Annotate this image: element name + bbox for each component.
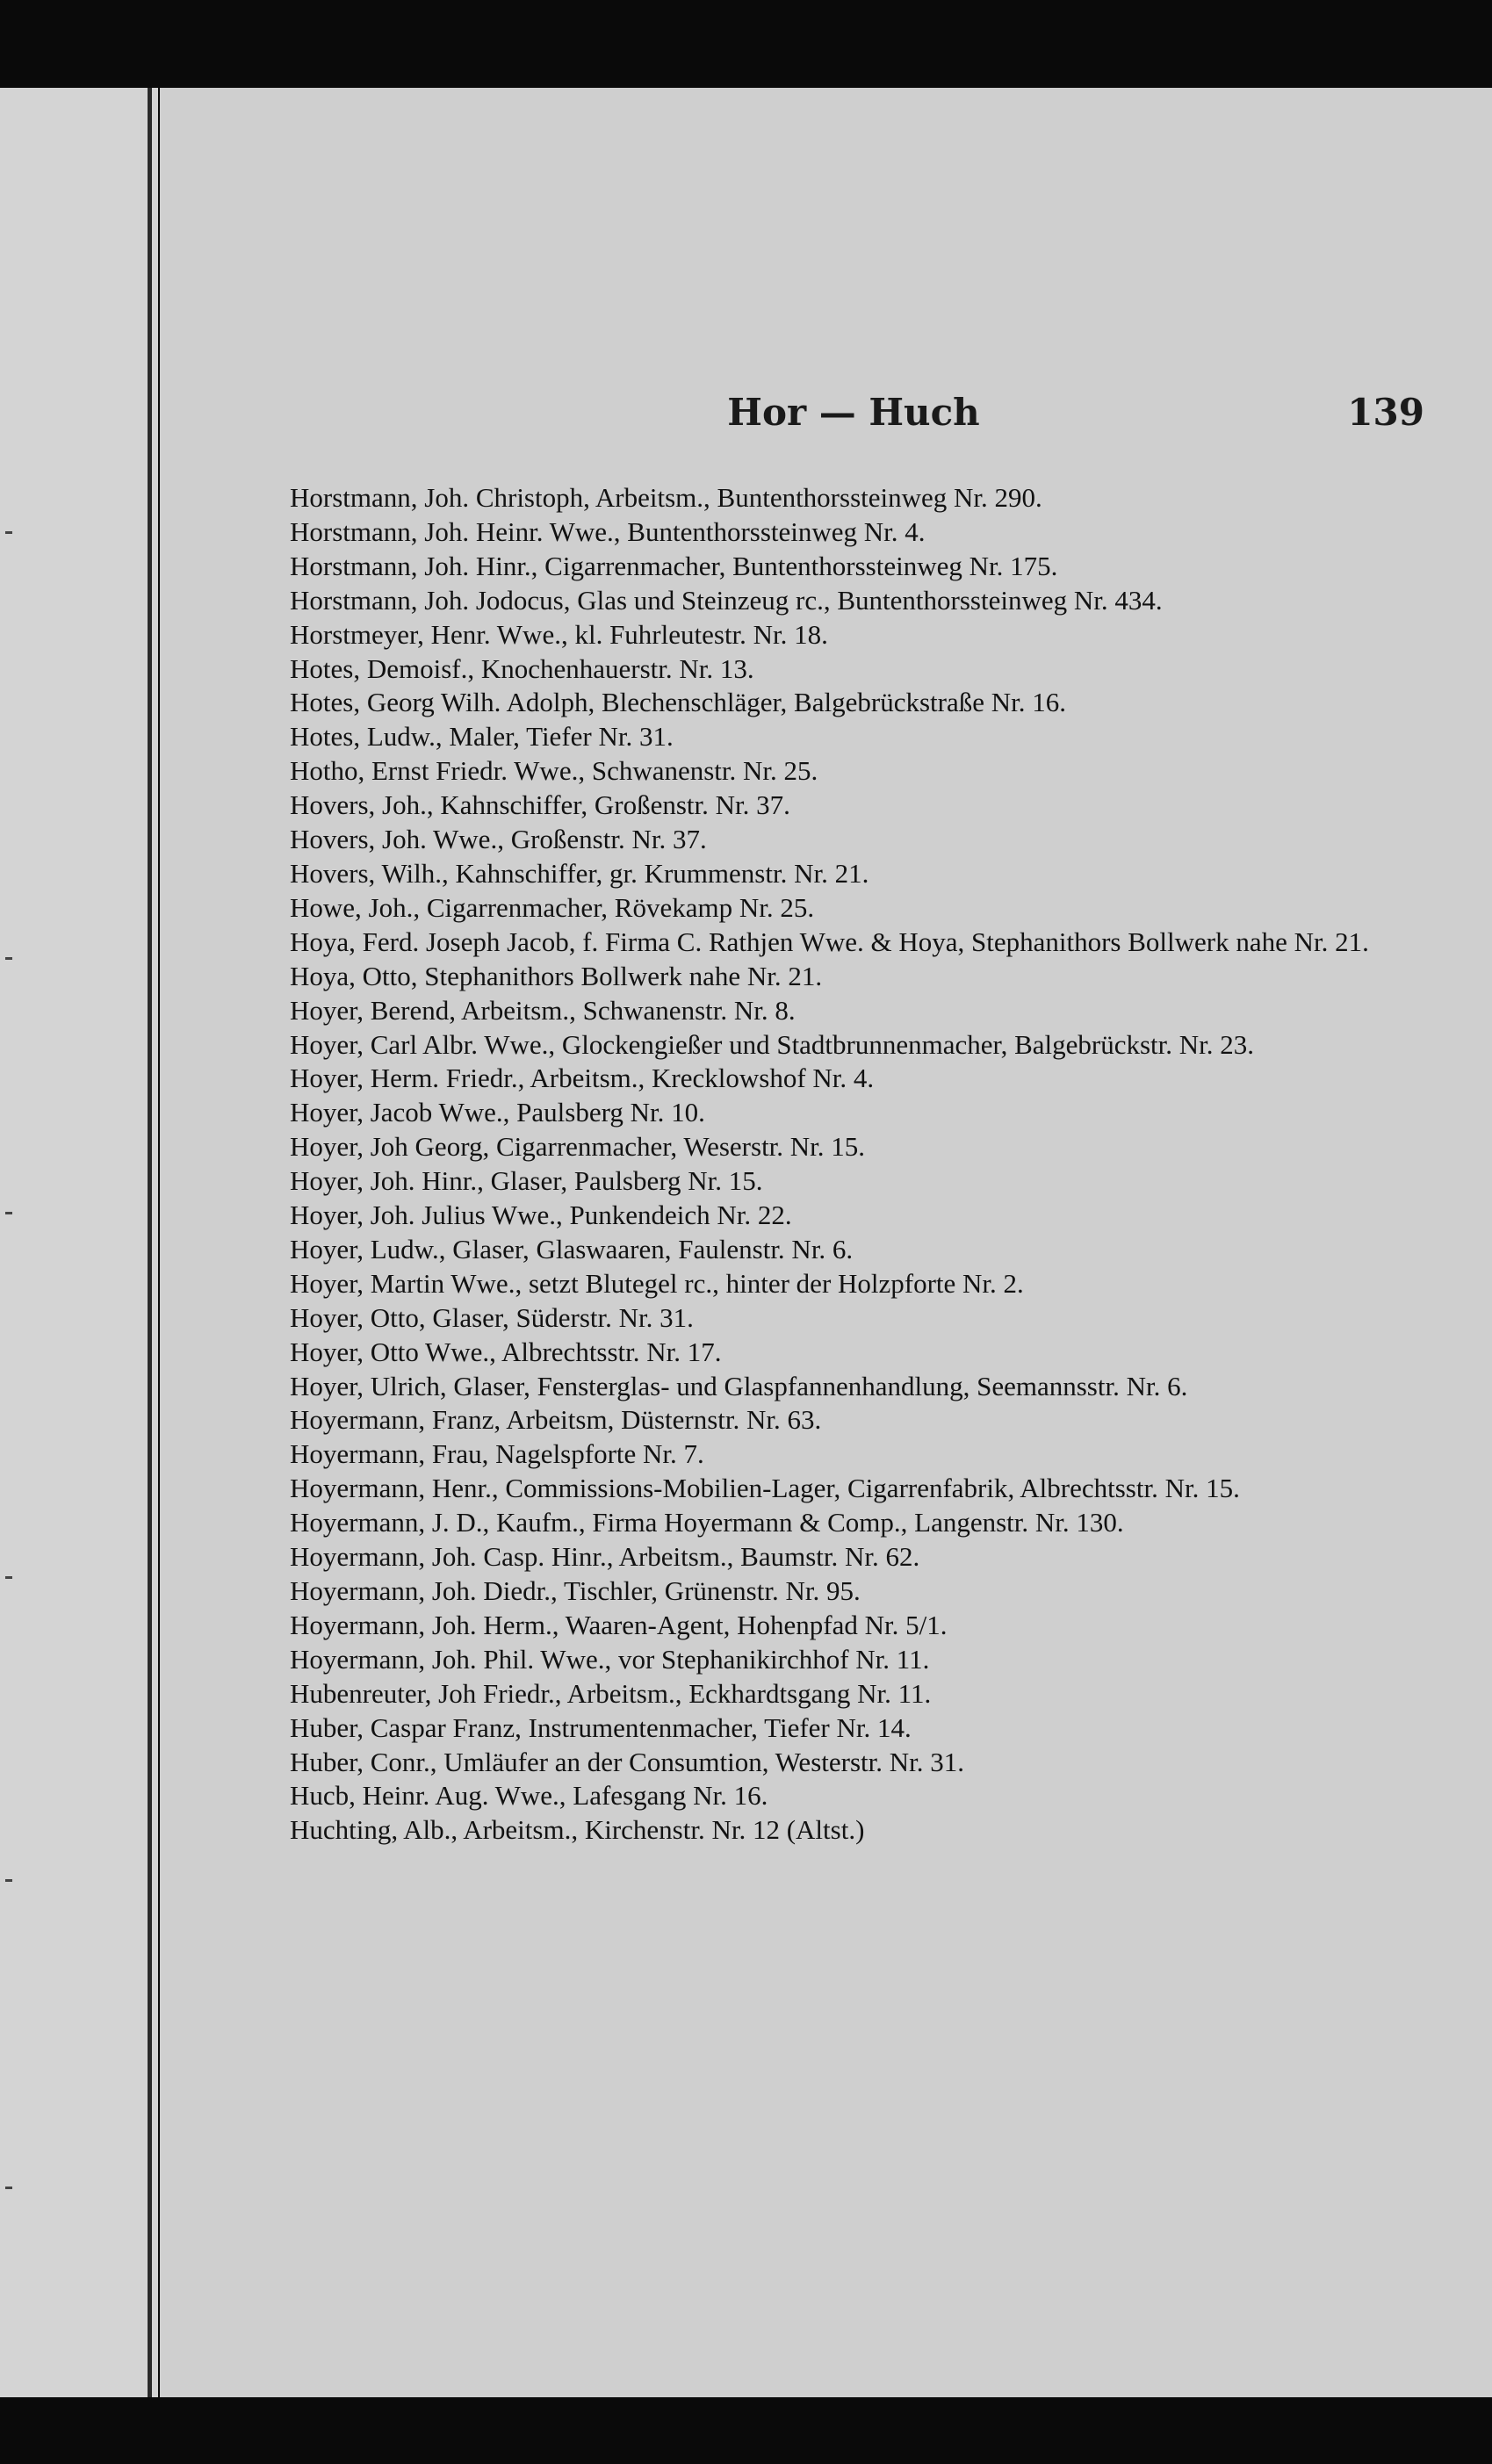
directory-entry: Hoyermann, Joh. Herm., Waaren-Agent, Hohenpfad Nr. 5/1. bbox=[290, 1609, 948, 1640]
left-page-edge bbox=[0, 88, 158, 2397]
directory-entry: Hotho, Ernst Friedr. Wwe., Schwanenstr. Nr. 25. bbox=[290, 755, 818, 787]
directory-entry: Hoyermann, J. D., Kaufm., Firma Hoyermann & Comp., Langenstr. Nr. 130. bbox=[290, 1507, 1124, 1538]
margin-mark bbox=[5, 1212, 12, 1214]
directory-entry: Horstmann, Joh. Christoph, Arbeitsm., Buntenthorssteinweg Nr. 290. bbox=[290, 482, 1042, 513]
margin-mark bbox=[5, 2187, 12, 2189]
page-number: 139 bbox=[1347, 391, 1424, 434]
directory-entry: Hovers, Joh. Wwe., Großenstr. Nr. 37. bbox=[290, 824, 707, 855]
directory-entry: Hoya, Otto, Stephanithors Bollwerk nahe Nr. 21. bbox=[290, 960, 823, 991]
directory-entry: Hoyer, Martin Wwe., setzt Blutegel rc., hinter der Holzpforte Nr. 2. bbox=[290, 1267, 1024, 1299]
entry-list bbox=[290, 481, 1424, 1848]
directory-entry: Horstmeyer, Henr. Wwe., kl. Fuhrleutestr. Nr. 18. bbox=[290, 618, 828, 650]
page-header bbox=[160, 391, 1492, 443]
directory-entry: Hotes, Georg Wilh. Adolph, Blechenschläger, Balgebrückstraße Nr. 16. bbox=[290, 687, 1066, 718]
directory-entry: Horstmann, Joh. Hinr., Cigarrenmacher, Buntenthorssteinweg Nr. 175. bbox=[290, 550, 1058, 581]
directory-entry: Hoyer, Joh. Hinr., Glaser, Paulsberg Nr. 15. bbox=[290, 1165, 763, 1197]
margin-mark bbox=[5, 1879, 12, 1882]
directory-entry: Hovers, Wilh., Kahnschiffer, gr. Krummenstr. Nr. 21. bbox=[290, 857, 869, 889]
directory-entry: Hotes, Ludw., Maler, Tiefer Nr. 31. bbox=[290, 721, 674, 753]
directory-entry: Hoyer, Ludw., Glaser, Glaswaaren, Faulenstr. Nr. 6. bbox=[290, 1233, 854, 1264]
page-fold-line bbox=[148, 88, 152, 2397]
directory-entry: Hoyermann, Frau, Nagelspforte Nr. 7. bbox=[290, 1438, 704, 1470]
directory-entry: Huber, Conr., Umläufer an der Consumtion, Westerstr. Nr. 31. bbox=[290, 1746, 964, 1777]
directory-entry: Hotes, Demoisf., Knochenhauerstr. Nr. 13. bbox=[290, 652, 754, 684]
directory-entry: Hoyermann, Franz, Arbeitsm, Düsternstr. Nr. 63. bbox=[290, 1404, 822, 1436]
margin-mark bbox=[5, 1576, 12, 1579]
directory-entry: Horstmann, Joh. Heinr. Wwe., Buntenthorssteinweg Nr. 4. bbox=[290, 515, 926, 547]
directory-entry: Hoyer, Carl Albr. Wwe., Glockengießer und Stadtbrunnenmacher, Balgebrückstr. Nr. 23. bbox=[290, 1028, 1255, 1060]
directory-entry: Hoyer, Otto Wwe., Albrechtsstr. Nr. 17. bbox=[290, 1336, 722, 1367]
directory-entry: Hoya, Ferd. Joseph Jacob, f. Firma C. Rathjen Wwe. & Hoya, Stephanithors Bollwerk nahe Nr. 21. bbox=[290, 926, 1369, 957]
directory-entry: Hoyer, Ulrich, Glaser, Fensterglas- und Glaspfannenhandlung, Seemannsstr. Nr. 6. bbox=[290, 1370, 1188, 1401]
running-head: Hor — Huch bbox=[727, 391, 980, 434]
directory-entry: Hoyermann, Joh. Casp. Hinr., Arbeitsm., Baumstr. Nr. 62. bbox=[290, 1541, 920, 1573]
directory-entry: Howe, Joh., Cigarrenmacher, Rövekamp Nr. 25. bbox=[290, 891, 815, 923]
directory-entry: Hoyer, Jacob Wwe., Paulsberg Nr. 10. bbox=[290, 1097, 705, 1128]
margin-mark bbox=[5, 531, 12, 534]
directory-entry: Horstmann, Joh. Jodocus, Glas und Steinzeug rc., Buntenthorssteinweg Nr. 434. bbox=[290, 584, 1163, 616]
directory-entry: Hoyer, Joh Georg, Cigarrenmacher, Weserstr. Nr. 15. bbox=[290, 1131, 866, 1163]
directory-page bbox=[160, 88, 1492, 2397]
directory-entry: Hoyer, Otto, Glaser, Süderstr. Nr. 31. bbox=[290, 1301, 694, 1333]
directory-entry: Huber, Caspar Franz, Instrumentenmacher, Tiefer Nr. 14. bbox=[290, 1711, 912, 1743]
directory-entry: Hoyer, Joh. Julius Wwe., Punkendeich Nr. 22. bbox=[290, 1200, 792, 1231]
directory-entry: Hoyermann, Joh. Phil. Wwe., vor Stephanikirchhof Nr. 11. bbox=[290, 1643, 930, 1675]
directory-entry: Hucb, Heinr. Aug. Wwe., Lafesgang Nr. 16. bbox=[290, 1780, 768, 1812]
directory-entry: Huchting, Alb., Arbeitsm., Kirchenstr. Nr. 12 (Altst.) bbox=[290, 1814, 865, 1846]
directory-entry: Hoyermann, Joh. Diedr., Tischler, Grünenstr. Nr. 95. bbox=[290, 1575, 861, 1606]
directory-entry: Hoyermann, Henr., Commissions-Mobilien-Lager, Cigarrenfabrik, Albrechtsstr. Nr. 15. bbox=[290, 1473, 1240, 1504]
directory-entry: Hoyer, Berend, Arbeitsm., Schwanenstr. Nr. 8. bbox=[290, 994, 796, 1026]
directory-entry: Hoyer, Herm. Friedr., Arbeitsm., Krecklowshof Nr. 4. bbox=[290, 1063, 875, 1094]
directory-entry: Hubenreuter, Joh Friedr., Arbeitsm., Eckhardtsgang Nr. 11. bbox=[290, 1677, 932, 1709]
margin-mark bbox=[5, 957, 12, 960]
directory-entry: Hovers, Joh., Kahnschiffer, Großenstr. Nr. 37. bbox=[290, 789, 790, 821]
